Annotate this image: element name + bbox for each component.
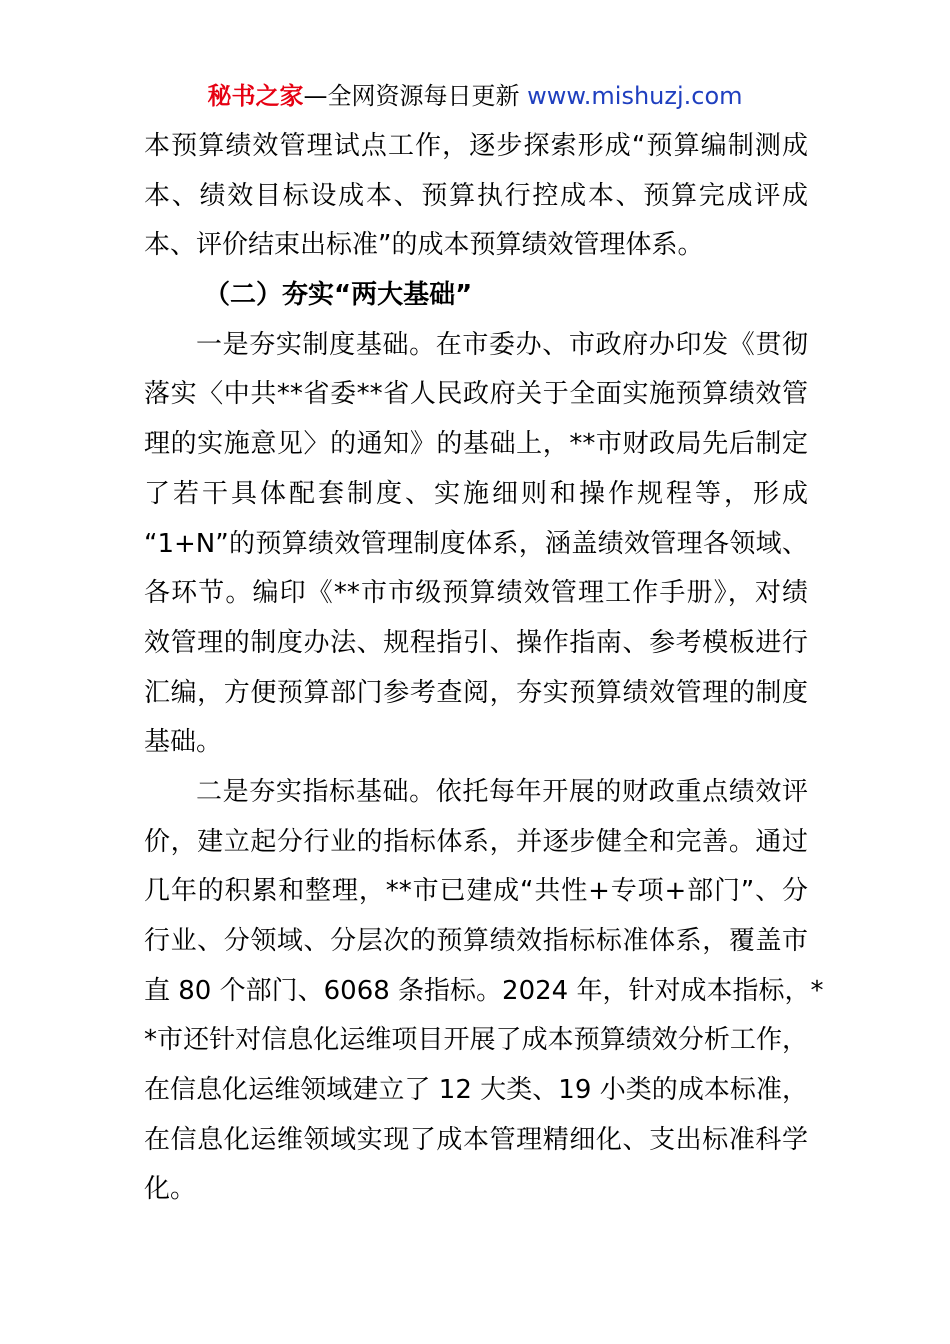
text-line: 直 80 个部门、6068 条指标。2024 年，针对成本指标，* xyxy=(144,975,824,1006)
text-line: 价，建立起分行业的指标体系，并逐步健全和完善。通过 xyxy=(144,826,808,857)
text-line: 几年的积累和整理，**市已建成“共性+专项+部门”、分 xyxy=(144,876,808,907)
site-url[interactable]: www.mishuzj.com xyxy=(527,82,743,110)
site-brand: 秘书之家 xyxy=(207,82,304,110)
document-body xyxy=(144,122,824,1215)
site-header xyxy=(0,78,950,114)
text-line: 在信息化运维领域建立了 12 大类、19 小类的成本标准， xyxy=(144,1075,808,1106)
text-line: 汇编，方便预算部门参考查阅，夯实预算绩效管理的制度 xyxy=(144,677,808,708)
text-line: 本、评价结束出标准”的成本预算绩效管理体系。 xyxy=(144,230,704,261)
text-line: 理的实施意见〉的通知》的基础上，**市财政局先后制定 xyxy=(144,429,808,460)
text-line: 化。 xyxy=(144,1174,197,1205)
text-line: 二是夯实指标基础。依托每年开展的财政重点绩效评 xyxy=(196,776,808,807)
site-slogan: —全网资源每日更新 xyxy=(303,82,528,110)
text-line: 行业、分领域、分层次的预算绩效指标标准体系，覆盖市 xyxy=(144,926,808,956)
text-line: 效管理的制度办法、规程指引、操作指南、参考模板进行 xyxy=(144,627,808,658)
text-line: 各环节。编印《**市市级预算绩效管理工作手册》，对绩 xyxy=(144,578,808,609)
text-line: 一是夯实制度基础。在市委办、市政府办印发《贯彻 xyxy=(196,329,808,360)
section-heading: （二）夯实“两大基础” xyxy=(204,280,473,311)
text-line: 了若干具体配套制度、实施细则和操作规程等，形成 xyxy=(144,478,808,509)
text-line: “1+N”的预算绩效管理制度体系，涵盖绩效管理各领域、 xyxy=(144,528,808,559)
text-line: 落实〈中共**省委**省人民政府关于全面实施预算绩效管 xyxy=(144,379,808,410)
text-line: *市还针对信息化运维项目开展了成本预算绩效分析工作， xyxy=(144,1025,808,1056)
text-line: 基础。 xyxy=(144,727,223,758)
text-line: 本预算绩效管理试点工作，逐步探索形成“预算编制测成 xyxy=(144,131,808,161)
text-line: 本、绩效目标设成本、预算执行控成本、预算完成评成 xyxy=(144,180,808,211)
text-line: 在信息化运维领域实现了成本管理精细化、支出标准科学 xyxy=(144,1124,808,1155)
